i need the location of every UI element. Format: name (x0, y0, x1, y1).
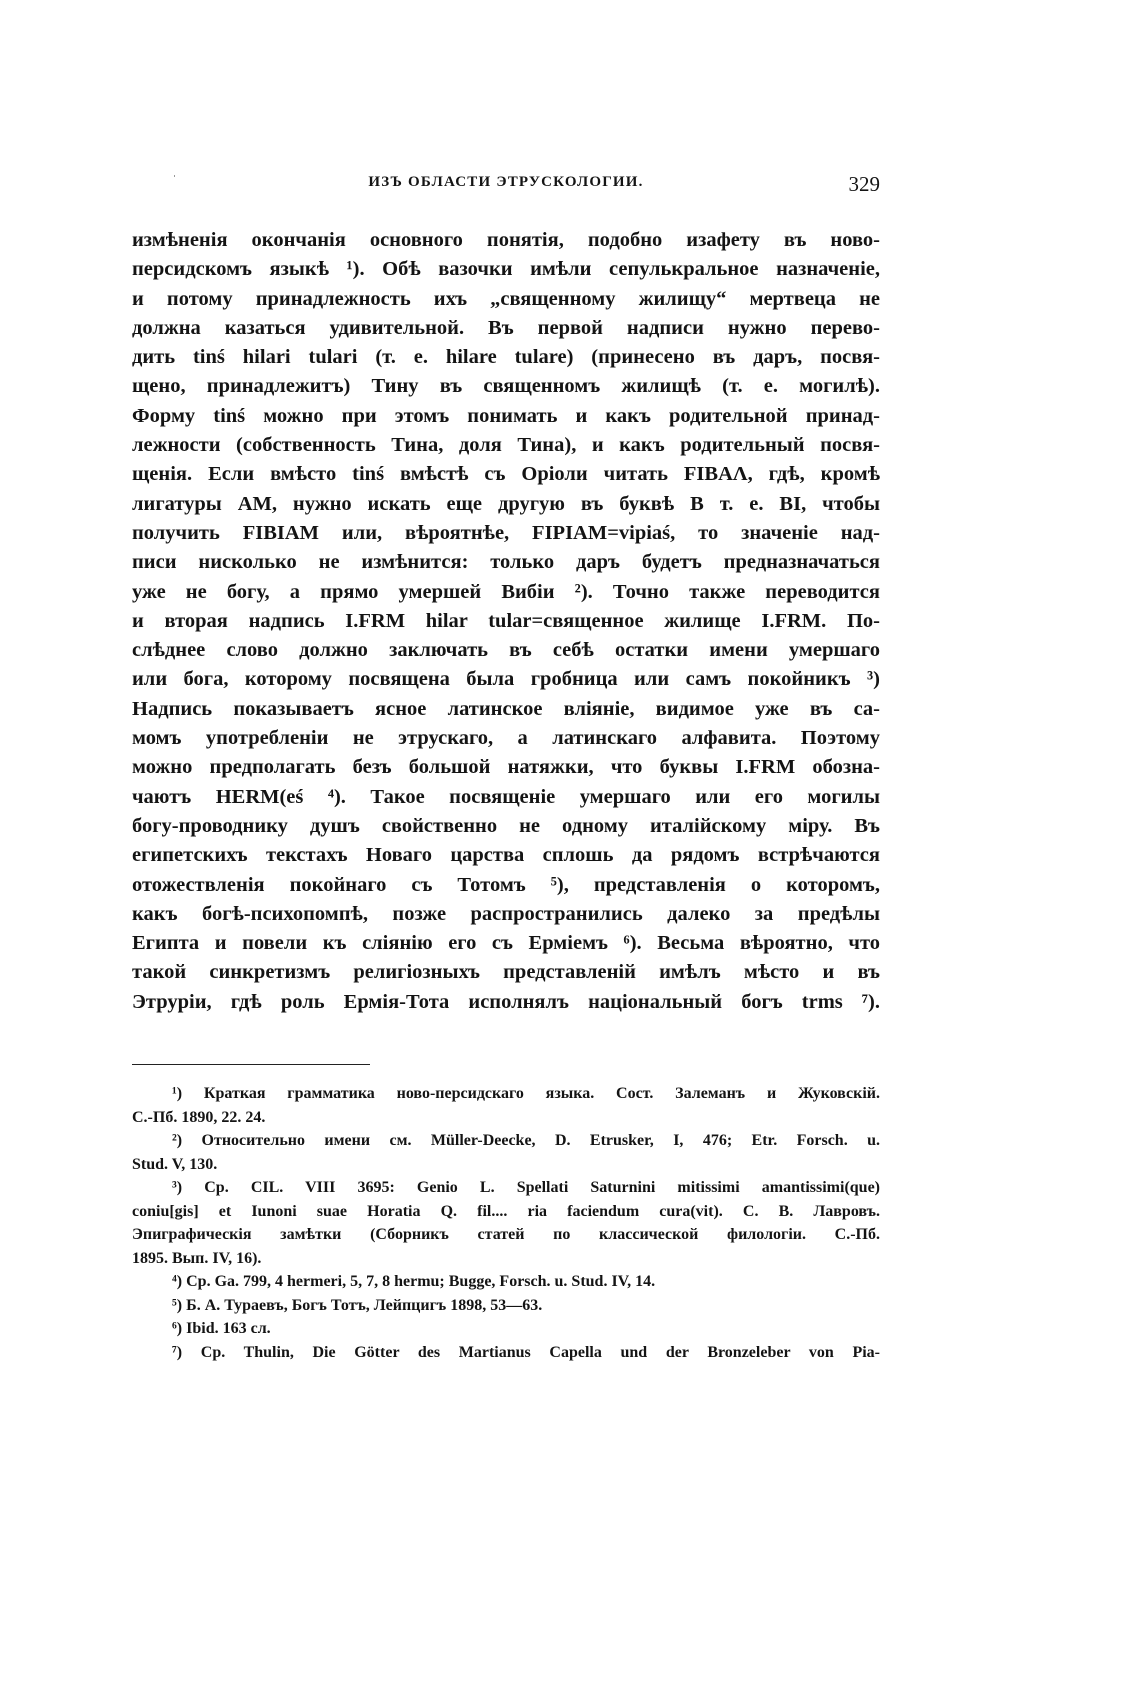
footnote-line: ⁷) Cp. Thulin, Die Götter des Martianus Capella und der Bronzeleber von Pia- (172, 1343, 880, 1361)
body-line: должна казаться удивительной. Въ первой надписи нужно перево- (132, 316, 880, 339)
body-line: или бога, которому посвящена была гробница или самъ покойникъ ³) (132, 668, 880, 691)
body-line: получить FIBIAM или, вѣроятнѣе, FIPIAM=vipiaś, то значеніе над- (132, 521, 880, 544)
page-number: 329 (848, 172, 880, 196)
body-text (132, 226, 880, 1017)
footnote-line: ³) Cp. CIL. VIII 3695: Genio L. Spellati Saturnini mitissimi amantissimi(que) (172, 1179, 880, 1196)
body-line: щенія. Если вмѣсто tinś вмѣстѣ съ Оріоли читать FIBAΛ, гдѣ, кромѣ (132, 463, 880, 486)
footnote-line: coniu[gis] et Iunoni suae Horatia Q. fil.... ria faciendum cura(vit). С. В. Лавровъ. (132, 1202, 880, 1220)
body-line: измѣненія окончанія основного понятія, подобно изафету въ ново- (132, 229, 880, 251)
footnote-line: ⁶) Ibid. 163 сл. (172, 1320, 271, 1337)
body-line: такой синкретизмъ религіозныхъ представленій имѣлъ мѣсто и въ (132, 961, 880, 984)
body-line: персидскомъ языкѣ ¹). Обѣ вазочки имѣли сепулькральное назначеніе, (132, 258, 880, 281)
body-line: отожествленія покойнаго съ Тотомъ ⁵), представленія о которомъ, (132, 873, 880, 896)
footnotes (132, 1082, 880, 1364)
running-title: ИЗЪ ОБЛАСТИ ЭТРУСКОЛОГИИ. (368, 174, 644, 190)
body-line: чаютъ HERM(eś ⁴). Такое посвященіе умершаго или его могилы (132, 785, 880, 808)
footnote-line: Эпиграфическія замѣтки (Сборникъ статей по классической филологіи. С.-Пб. (132, 1226, 880, 1243)
body-line: Надпись показываетъ ясное латинское вліяніе, видимое уже въ са- (132, 697, 880, 720)
body-line: Египта и повели къ сліянію его съ Ерміемъ ⁶). Весьма вѣроятно, что (132, 932, 880, 955)
body-line: Форму tinś можно при этомъ понимать и какъ родительной принад- (132, 404, 880, 427)
body-line: какъ богѣ-психопомпѣ, позже распространились далеко за предѣлы (132, 902, 880, 925)
footnote-rule (132, 1064, 370, 1065)
body-line: лигатуры AM, нужно искать еще другую въ буквѣ В т. е. BI, чтобы (132, 492, 880, 515)
body-line: дить tinś hilari tulari (т. е. hilare tulare) (принесено въ даръ, посвя- (132, 346, 880, 369)
body-line: уже не богу, а прямо умершей Вибіи ²). Точно также переводится (132, 580, 880, 603)
body-line: и вторая надпись I.FRM hilar tular=священное жилище I.FRM. По- (132, 609, 880, 632)
body-line: и потому принадлежность ихъ „священному жилищу“ мертвеца не (132, 287, 880, 310)
footnote-line: Stud. V, 130. (132, 1155, 218, 1173)
body-line: можно предполагать безъ большой натяжки, что буквы I.FRM обозна- (132, 756, 880, 779)
footnote-line: 1895. Вып. IV, 16). (132, 1249, 262, 1267)
body-line: щено, принадлежитъ) Тину въ священномъ жилищѣ (т. е. могилѣ). (132, 375, 880, 398)
body-line: писи нисколько не измѣнится: только даръ будетъ предназначаться (132, 551, 880, 574)
body-line: богу-проводнику душъ свойственно не одному италійскому міру. Въ (132, 814, 880, 837)
body-line: лежности (собственность Тина, доля Тина), и какъ родительный посвя- (132, 434, 880, 457)
running-head (132, 172, 880, 198)
body-line: слѣднее слово должно заключать въ себѣ остатки имени умершаго (132, 639, 880, 662)
body-line: Этруріи, гдѣ роль Ермія-Тота исполнялъ національный богъ trms ⁷). (132, 990, 880, 1013)
footnote-line: ⁴) Cp. Ga. 799, 4 hermeri, 5, 7, 8 hermu; Bugge, Forsch. u. Stud. IV, 14. (172, 1273, 656, 1290)
footnote-line: С.-Пб. 1890, 22. 24. (132, 1108, 266, 1126)
body-line: египетскихъ текстахъ Новаго царства сплошь да рядомъ встрѣчаются (132, 844, 880, 867)
footnote-line: ²) Относительно имени см. Müller-Deecke, D. Etrusker, I, 476; Etr. Forsch. u. (172, 1132, 880, 1149)
footnote-line: ⁵) Б. А. Тураевъ, Богъ Тотъ, Лейпцигъ 1898, 53—63. (172, 1296, 543, 1314)
body-line: момъ употребленіи не этрускаго, а латинскаго алфавита. Поэтому (132, 727, 880, 750)
footnote-line: ¹) Краткая грамматика ново-персидскаго языка. Сост. Залеманъ и Жуковскій. (172, 1085, 880, 1102)
